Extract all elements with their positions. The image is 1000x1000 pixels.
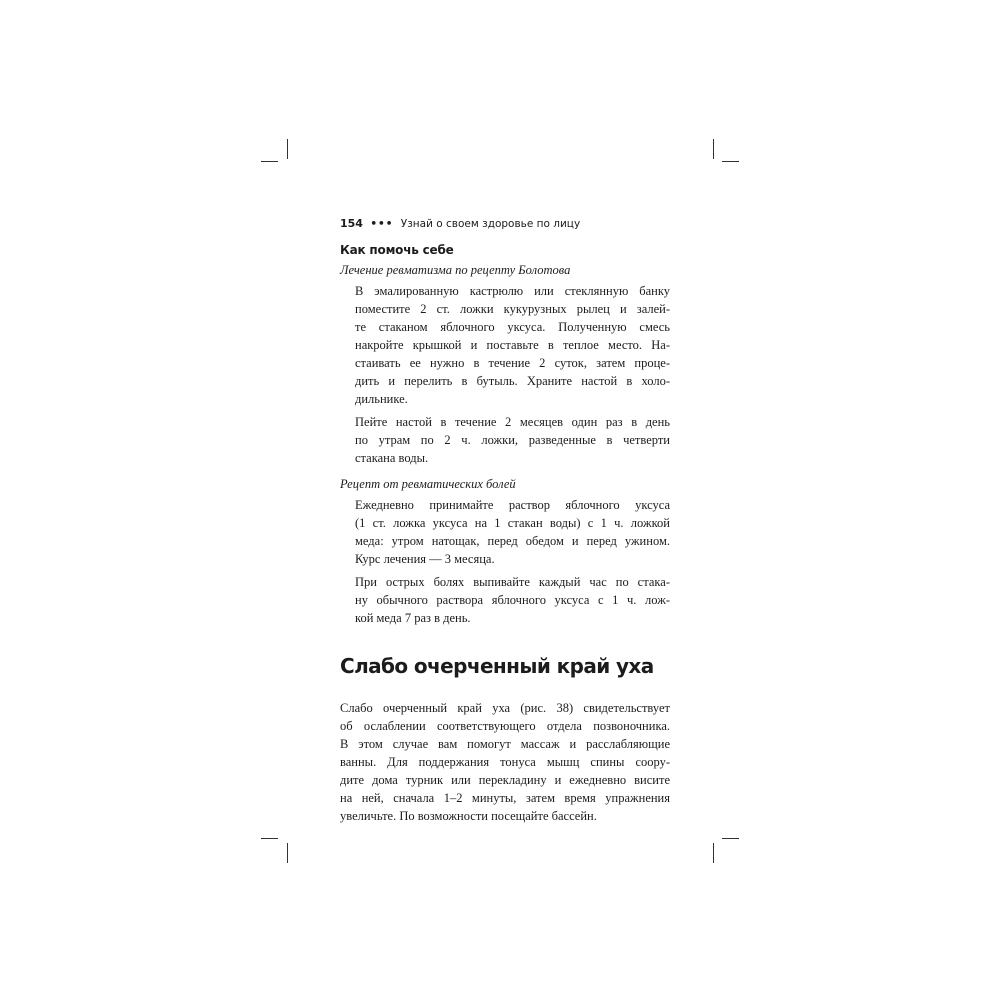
text-line: В эмалированную кастрюлю или стеклянную банку [355, 284, 670, 298]
recipe-2-text [340, 496, 670, 627]
book-page [340, 214, 670, 825]
text-line: по утрам по 2 ч. ложки, разведенные в четверти [355, 433, 670, 447]
book-title: Узнай о своем здоровье по лицу [400, 218, 581, 230]
text-line: Курс лечения — 3 месяца. [355, 552, 495, 566]
recipe-2-paragraph-2 [340, 573, 670, 627]
text-line: Пейте настой в течение 2 месяцев один раз в день [355, 415, 670, 429]
text-line: об ослаблении соответствующего отдела позвоночника. [340, 719, 670, 733]
section-heading: Слабо очерченный край уха [340, 654, 654, 678]
text-line: дильнике. [355, 392, 408, 406]
text-line: те стаканом яблочного уксуса. Полученную смесь [355, 320, 670, 334]
text-line: на ней, сначала 1–2 минуты, затем время упражнения [340, 791, 670, 805]
page-number: 154 [340, 217, 363, 230]
text-line: При острых болях выпивайте каждый час по стака- [355, 575, 670, 589]
crop-mark-top-left-v [287, 139, 288, 159]
crop-mark-top-left-h [261, 161, 278, 162]
text-line: В этом случае вам помогут массаж и расслабляющие [340, 737, 670, 751]
text-line: стаивать ее нужно в течение 2 суток, затем проце- [355, 356, 670, 370]
crop-mark-top-right-v [713, 139, 714, 159]
text-line: увеличьте. По возможности посещайте бассейн. [340, 809, 597, 823]
text-line: (1 ст. ложка уксуса на 1 стакан воды) с 1 ч. ложкой [355, 516, 670, 530]
recipe-1-text [340, 282, 670, 467]
recipe-1-paragraph-1 [340, 282, 670, 408]
text-line: меда: утром натощак, перед обедом и перед ужином. [355, 534, 670, 548]
crop-mark-top-right-h [722, 161, 739, 162]
running-head [340, 214, 670, 234]
section-paragraph [340, 699, 670, 825]
text-line: ванны. Для поддержания тонуса мышц спины соору- [340, 755, 670, 769]
text-line: кой меда 7 раз в день. [355, 611, 471, 625]
running-head-dots: ••• [370, 218, 394, 230]
recipe-2-paragraph-1 [340, 496, 670, 568]
text-line: поместите 2 ст. ложки кукурузных рылец и залей- [355, 302, 670, 316]
section-body [340, 699, 670, 825]
text-line: стакана воды. [355, 451, 429, 465]
crop-mark-bottom-left-v [287, 843, 288, 863]
text-line: накройте крышкой и поставьте в теплое место. На- [355, 338, 670, 352]
text-line: Слабо очерченный край уха (рис. 38) свидетельствует [340, 701, 670, 715]
subsection-heading: Как помочь себе [340, 243, 454, 257]
recipe-1-paragraph-2 [340, 413, 670, 467]
crop-mark-bottom-right-h [722, 838, 739, 839]
recipe-title-1: Лечение ревматизма по рецепту Болотова [340, 263, 571, 277]
text-line: ну обычного раствора яблочного уксуса с 1 ч. лож- [355, 593, 670, 607]
text-line: дить и перелить в бутыль. Храните настой в холо- [355, 374, 670, 388]
text-line: дите дома турник или перекладину и ежедневно висите [340, 773, 670, 787]
recipe-title-2: Рецепт от ревматических болей [340, 477, 516, 491]
text-line: Ежедневно принимайте раствор яблочного уксуса [355, 498, 670, 512]
crop-mark-bottom-right-v [713, 843, 714, 863]
crop-mark-bottom-left-h [261, 838, 278, 839]
